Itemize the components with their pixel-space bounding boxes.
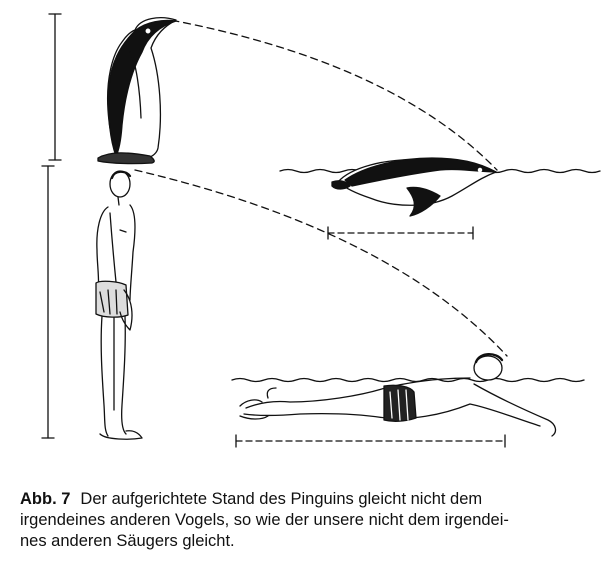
- length-scale-penguin: [328, 227, 473, 239]
- rotation-arc-human: [135, 170, 507, 356]
- swimming-penguin: [332, 158, 496, 216]
- caption-line-2: irgendeines anderen Vogels, so wie der unsere nicht dem irgendei-: [20, 511, 509, 529]
- standing-penguin: [98, 18, 176, 164]
- figure-caption: [20, 489, 600, 552]
- water-line-human: [232, 379, 584, 382]
- caption-text-1: Der aufgerichtete Stand des Pinguins gleicht nicht dem: [80, 490, 483, 508]
- rotation-arc-penguin: [160, 18, 497, 170]
- length-scale-human: [236, 435, 505, 447]
- caption-line-3: nes anderen Säugers gleicht.: [20, 532, 235, 550]
- caption-line-1: [20, 489, 600, 510]
- height-scale-human: [42, 166, 54, 438]
- standing-human: [96, 171, 142, 439]
- swimming-human: [240, 354, 555, 436]
- caption-label: Abb. 7: [20, 490, 71, 508]
- height-scale-penguin: [49, 14, 61, 160]
